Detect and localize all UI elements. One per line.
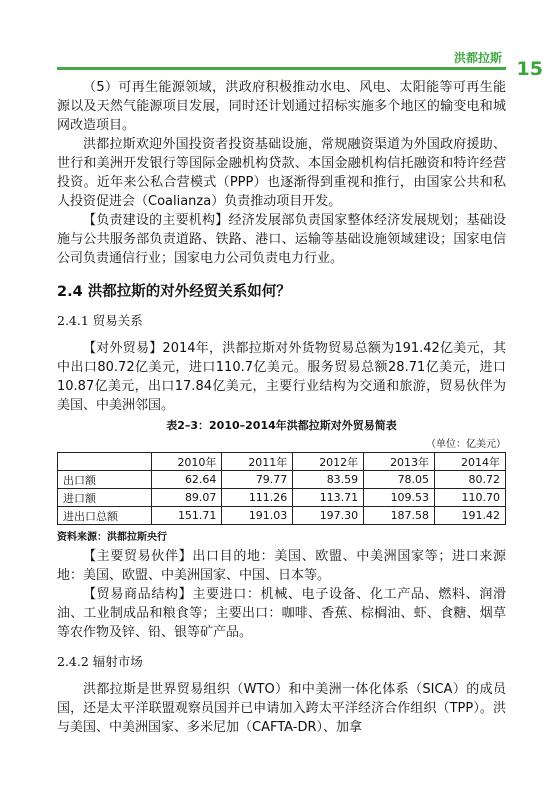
table-cell: 83.59 (293, 471, 364, 489)
table-unit: （单位：亿美元） (426, 439, 506, 450)
paragraph-institutions: 【负责建设的主要机构】经济发展部负责国家整体经济发展规划；基础设施与公共服务部负责道路、铁路、港口、运输等基础设施领域建设；国家电信公司负责通信行业；国家电力公司负责电力行业。 (57, 213, 506, 266)
trade-table (57, 452, 506, 525)
table-caption: 表2–3：2010–2014年洪都拉斯对外贸易简表 (166, 419, 397, 432)
table-cell: 197.30 (293, 507, 364, 525)
table-cell: 78.05 (364, 471, 435, 489)
table-header-cell (58, 453, 152, 471)
table-row (58, 507, 506, 525)
table-header-cell: 2012年 (293, 453, 364, 471)
section-title: 2.4 洪都拉斯的对外经贸关系如何？ (57, 284, 291, 300)
table-cell: 79.77 (222, 471, 293, 489)
table-cell: 191.03 (222, 507, 293, 525)
page-content (57, 78, 506, 737)
paragraph-market: 洪都拉斯是世界贸易组织（WTO）和中美洲一体化体系（SICA）的成员国，还是太平洋联盟观察员国并已申请加入跨太平洋经济合作组织（TPP）。洪与美国、中美洲国家、多米尼加（CAFTA-DR）、加拿 (57, 682, 506, 735)
table-cell: 113.71 (293, 489, 364, 507)
paragraph-foreign-trade: 【对外贸易】2014年，洪都拉斯对外货物贸易总额为191.42亿美元，其中出口80.72亿美元，进口110.7亿美元。服务贸易总额28.71亿美元，进口10.87亿美元，出口17.84亿美元，主要行业结构为交通和旅游，贸易伙伴为美国、中美洲邻国。 (57, 341, 506, 413)
table-header-row (58, 453, 506, 471)
table-cell: 80.72 (435, 471, 506, 489)
header-label: 洪都拉斯 (453, 51, 502, 65)
table-header-cell: 2013年 (364, 453, 435, 471)
table-cell: 111.26 (222, 489, 293, 507)
table-cell: 191.42 (435, 507, 506, 525)
paragraph-investment: 洪都拉斯欢迎外国投资者投资基础设施，常规融资渠道为外国政府援助、世行和美洲开发银行等国际金融机构贷款、本国金融机构信托融资和特许经营投资。近年来公私合营模式（PPP）也逐渐得到重视和推行，由国家公共和私人投资促进会（Coalianza）负责推动项目开发。 (57, 137, 506, 209)
table-cell: 109.53 (364, 489, 435, 507)
table-source: 资料来源：洪都拉斯央行 (57, 532, 167, 543)
table-row (58, 489, 506, 507)
subsection-title-market: 2.4.2 辐射市场 (57, 654, 143, 669)
paragraph-renewable: （5）可再生能源领域，洪政府积极推动水电、风电、太阳能等可再生能源以及天然气能源项目发展，同时还计划通过招标实施多个地区的输变电和城网改造项目。 (57, 80, 506, 133)
table-row (58, 471, 506, 489)
table-header-cell: 2011年 (222, 453, 293, 471)
table-header-cell: 2014年 (435, 453, 506, 471)
table-row-label: 出口额 (58, 471, 152, 489)
table-cell: 62.64 (151, 471, 222, 489)
table-cell: 89.07 (151, 489, 222, 507)
table-cell: 187.58 (364, 507, 435, 525)
table-row-label: 进出口总额 (58, 507, 152, 525)
table-row-label: 进口额 (58, 489, 152, 507)
subsection-title-trade: 2.4.1 贸易关系 (57, 313, 143, 328)
page-number: 15 (516, 58, 543, 80)
table-cell: 110.70 (435, 489, 506, 507)
paragraph-commodities: 【贸易商品结构】主要进口：机械、电子设备、化工产品、燃料、润滑油、工业制成品和粮食等；主要出口：咖啡、香蕉、棕榈油、虾、食糖、烟草等农作物及锌、铅、银等矿产品。 (57, 587, 506, 640)
paragraph-partners: 【主要贸易伙伴】出口目的地：美国、欧盟、中美洲国家等；进口来源地：美国、欧盟、中美洲国家、中国、日本等。 (57, 549, 506, 583)
header-rule (57, 67, 506, 70)
table-cell: 151.71 (151, 507, 222, 525)
table-header-cell: 2010年 (151, 453, 222, 471)
